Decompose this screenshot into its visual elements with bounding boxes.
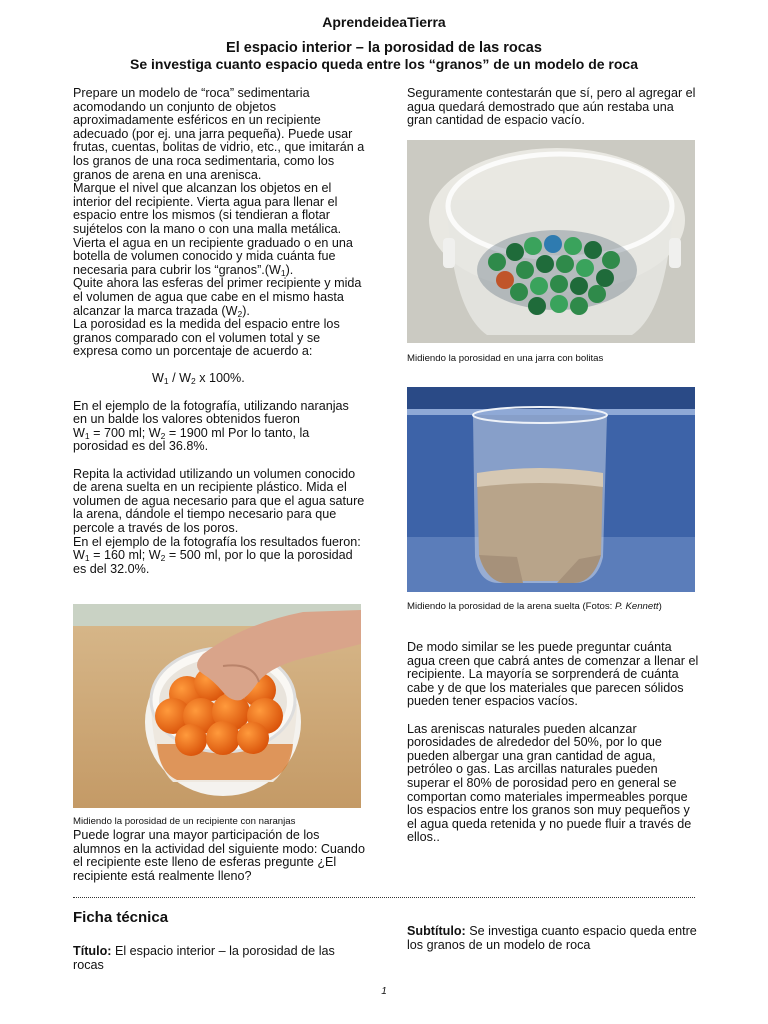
paragraph-participation: Puede lograr una mayor participación de los alumnos en la actividad del siguiente modo: Cuando el recipiente este lleno de esferas pregunte ¿El recipiente está realmente lleno? [73,828,365,883]
paragraph-natural-porosity: Las areniscas naturales pueden alcanzar porosidades de alrededor del 50%, por lo que pueden albergar una gran cantidad de agua, petróleo o gas. Las arcillas naturales pueden superar el 80% de porosidad pero en general se comportan como materiales impermeables porque los espacios entre los granos son muy pequeños y el agua queda retenida y no puede fluir a través de ellos.. [407,721,692,845]
ficha-tecnica-heading: Ficha técnica [73,909,169,926]
porosity-formula: $W_1 / W_2$ x 100%. [152,371,245,387]
photo-oranges-bucket [73,604,361,808]
paragraph-sand-results: En el ejemplo de la fotografía los resultados fueron: $W_1 = 160$ ml; $W_2 = 500$ ml, por lo que la porosidad es del 32.0%. [73,534,361,576]
paragraph-measure-w2: Quite ahora las esferas del primer recipiente y mida el volumen de agua que cabe en el mismo hasta alcanzar la marca trazada $(W_2)$. [73,276,362,319]
paragraph-oranges-example: En el ejemplo de la fotografía, utilizando naranjas en un balde los valores obtenidos fueron $W_1 = 700$ ml; $W_2 = 1900$ ml Por lo tanto, la porosidad es del 36.8%. [73,398,349,454]
right-column-lower-text [407,641,699,845]
paragraph-sand-activity: Repita la actividad utilizando un volumen conocido de arena suelta en un recipiente plástico. Mida el volumen de agua necesario para que el agua sature la arena, dándole el tiempo necesario para que percole a través de los poros. [73,466,365,535]
caption-marbles: Midiendo la porosidad en una jarra con bolitas [407,353,604,364]
left-column-text [73,87,365,576]
ficha-titulo: Título: El espacio interior – la porosidad de las rocas [73,944,335,972]
page-number: 1 [381,986,387,997]
ficha-subtitulo: Subtítulo: Se investiga cuanto espacio queda entre los granos de un modelo de roca [407,924,697,952]
paragraph-empty-space: Seguramente contestarán que sí, pero al agregar el agua quedará demostrado que aún restaba una gran cantidad de espacio vacío. [407,86,696,128]
paragraph-mark-level: Marque el nivel que alcanzan los objetos en el interior del recipiente. Vierta agua para llenar el espacio entre los mismos (si tendieran a flotar sujételos con la mano o con una malla metálica. [73,181,342,236]
photo-sand-bottle [407,387,695,592]
document-title: El espacio interior – la porosidad de las rocas [226,40,542,56]
photo-marbles-jar [407,140,695,343]
paragraph-water-guess: De modo similar se les puede preguntar cuánta agua creen que cabrá antes de comenzar a llenar el recipiente. La mayoría se sorprenderá de cuánta cabe y de que los materiales que parecen sólidos pueden tener espacios vacíos. [407,640,699,709]
section-divider [73,897,695,898]
paragraph-porosity-definition: La porosidad es la medida del espacio entre los granos comparado con el volumen total y se expresa como un porcentaje de acuerdo a: [73,317,340,359]
caption-sand: Midiendo la porosidad de la arena suelta (Fotos: P. Kennett) [407,601,662,612]
document-subtitle: Se investiga cuanto espacio queda entre los “granos” de un modelo de roca [129,56,638,72]
paragraph-model-intro: Prepare un modelo de “roca” sedimentaria acomodando un conjunto de objetos aproximadamente esféricos en un recipiente adecuado (por ej. una jarra pequeña). Puede usar frutas, cuentas, bolitas de vidrio, etc., que imitarán a los granos de una roca sedimentaria, como los granos de arena en una arenisca. [73,86,365,182]
caption-oranges: Midiendo la porosidad de un recipiente con naranjas [73,816,296,827]
brand-header: AprendeideaTierra [322,14,446,30]
paragraph-measure-w1: Vierta el agua en un recipiente graduado o en una botella de volumen conocido y mida cuánta fue necesaria para cubrir los “$granos”.(W_1)$. [73,235,353,278]
